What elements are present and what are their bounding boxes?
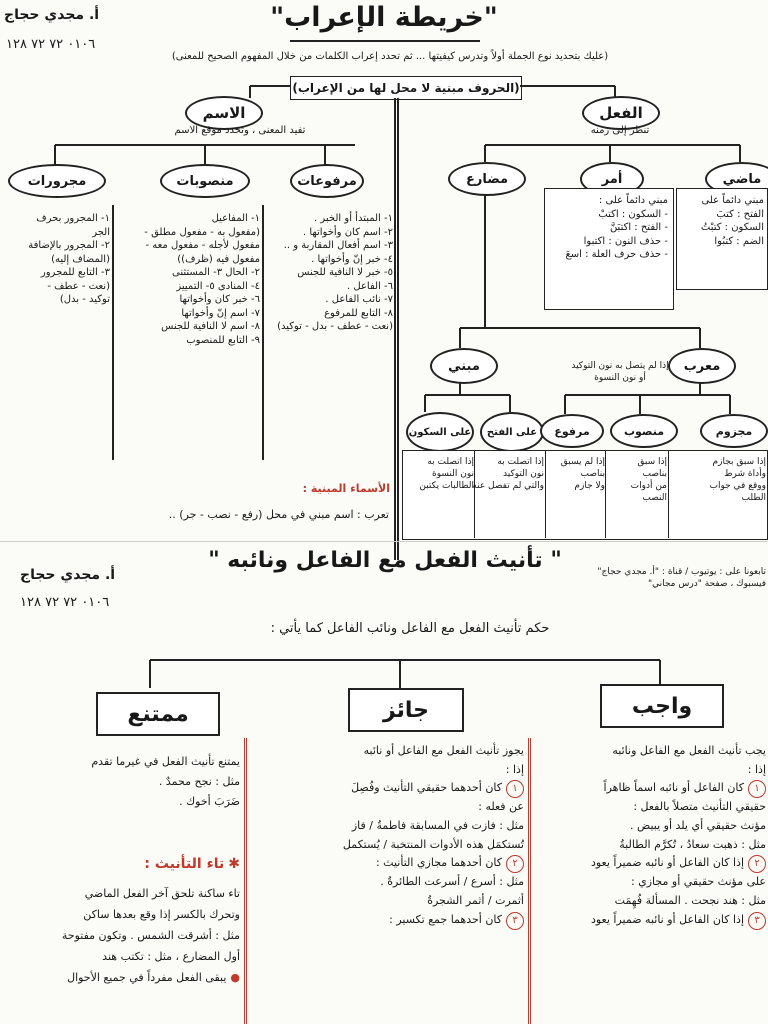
list-item: ١كان أحدهما حقيقي التأنيث وفُصِلَ	[250, 779, 524, 798]
list-item: الطالبات يكتبن	[419, 481, 474, 492]
list-item: الضم : كتبُوا	[714, 235, 764, 247]
verb-note: تنظر إلى زمنه	[590, 125, 650, 136]
list-item: إذا اتصلت به	[427, 457, 474, 467]
list-item: ٣- التابع للمجرور	[40, 267, 110, 278]
bottom-author: أ. مجدي حجاج	[20, 567, 116, 583]
madi-list	[680, 194, 764, 248]
item-text: كان أحدهما حقيقي التأنيث وفُصِلَ	[351, 781, 502, 795]
list-item: (المضاف إليه)	[51, 253, 110, 265]
list-item	[4, 968, 240, 989]
list-item: تاء ساكنة تلحق آخر الفعل الماضي	[84, 887, 240, 900]
jaiz-box	[348, 688, 464, 732]
list-item: ٧- نائب الفاعل .	[325, 294, 393, 305]
page-title: "خريطة الإعراب"	[270, 2, 498, 33]
list-item: (مفعول به - مفعول مطلق -	[144, 226, 260, 238]
ta-list	[4, 884, 240, 988]
mabni-oval	[430, 348, 498, 384]
list-item: يجب تأنيث الفعل مع الفاعل ونائبه	[612, 744, 766, 757]
majzum-oval	[700, 414, 768, 448]
item-text: يبقى الفعل مفرداً في جميع الأحوال	[67, 970, 227, 984]
mansubat-oval	[160, 164, 250, 198]
murab-note: إذا لم يتصل به نون التوكيد أو نون النسوة	[571, 361, 669, 384]
list-item: ٨- التابع للمرفوع	[324, 307, 393, 319]
list-item: نون النسوة	[432, 469, 474, 480]
list-item: مفعول فيه (ظرف))	[177, 253, 260, 265]
list-item: - الفتح : اكتبَنَّ	[609, 222, 668, 233]
madi-label: ماضي	[722, 171, 762, 187]
mudari-label: مضارع	[465, 171, 509, 187]
list-item: ٢- الحال ٣- المستثنى	[171, 267, 260, 278]
mansub-oval	[610, 414, 678, 448]
list-item: (نعت - عطف - بدل - توكيد)	[277, 321, 393, 332]
mabni-fath-label: على الفتح	[486, 426, 538, 438]
list-item: مثل : أشرقت الشمس . وتكون مفتوحة	[61, 928, 240, 942]
list-item: ٣إذا كان الفاعل أو نائبه ضميراً يعود	[534, 911, 766, 930]
list-item: - حذف النون : اكتبوا	[583, 235, 668, 247]
sub-divider	[668, 450, 669, 538]
list-item: إذا :	[505, 762, 524, 776]
list-item: من أدوات	[630, 481, 667, 492]
mabni-sukun-oval	[406, 412, 474, 452]
list-item: ٢- المجرور بالإضافة	[28, 240, 110, 251]
list-item: إذا اتصلت به	[497, 457, 544, 467]
amr-list	[548, 194, 668, 262]
col-divider-2	[112, 205, 114, 460]
list-item: بناصب	[642, 469, 667, 480]
sub-divider	[545, 450, 546, 538]
marfuat-label: مرفوعات	[297, 173, 357, 189]
item-text: كان الفاعل أو نائبه اسماً ظاهراً	[603, 781, 744, 795]
list-item: إذا سبق	[637, 457, 667, 467]
list-item: مثل : ذهبت سعادُ ، تُكرَّم الطالبةُ	[619, 837, 766, 851]
list-item: - حذف حرف العلة : اسعَ	[565, 249, 668, 260]
mumtani-box	[96, 692, 220, 736]
marfu-oval	[540, 414, 604, 448]
list-item: مؤنث حقيقي أي يلد أو يبيض .	[629, 819, 766, 833]
list-item: يمتنع تأنيث الفعل في غيرما تقدم	[91, 755, 240, 768]
murab-label: معرب	[683, 358, 721, 374]
list-item: ٤- المنادى ٥- التمييز	[176, 280, 260, 292]
list-item: مثل : أسرع / أسرعت الطائرةُ .	[380, 875, 524, 889]
ta-label: تاء التأنيث :	[144, 856, 225, 872]
list-item: توكيد - بدل)	[59, 294, 110, 305]
author-phone: ٠١٠٦ ٧٢ ٧٢ ١٢٨	[6, 37, 96, 52]
instruction-text: (عليك بتحديد نوع الجملة أولاً وتدرس كيفيتها ... ثم تحدد إعراب الكلمات من خلال المفهوم الصحيح للمعنى)	[171, 51, 609, 62]
list-item: يجوز تأنيث الفعل مع الفاعل أو نائبه	[363, 744, 524, 757]
mansubat-list	[115, 212, 260, 347]
list-item: ٩- التابع للمنصوب	[186, 334, 260, 346]
list-item: ٦- خبر كان وأخواتها	[179, 294, 260, 305]
noun-note: تفيد المعنى ، وتحدد موقع الاسم	[174, 125, 306, 136]
wajib-label: واجب	[631, 693, 693, 719]
list-item: إذا سبق بجازم	[712, 457, 766, 467]
bottom-connectors	[0, 640, 768, 690]
mudari-oval	[448, 162, 526, 196]
list-item: الجر	[92, 226, 110, 238]
majrurat-label: مجرورات	[27, 173, 87, 189]
mabni-label: مبني	[448, 358, 480, 374]
item-text: إذا كان الفاعل أو نائبه ضميراً يعود	[590, 912, 744, 926]
amr-label: أمر	[601, 171, 623, 187]
marfu-list	[547, 456, 605, 492]
dot-icon: ●	[230, 970, 240, 984]
built-nouns-label: الأسماء المبنية :	[302, 482, 390, 495]
verb-label: الفعل	[599, 104, 643, 122]
list-item: ٧- اسم إنّ وأخواتها	[181, 307, 260, 319]
list-item: ٢كان أحدهما مجازي التأنيث :	[250, 854, 524, 873]
marfu-label: مرفوع	[554, 424, 590, 438]
list-item: وتحرك بالكسر إذا وقع بعدها ساكن	[83, 907, 240, 921]
mabni-fath-list	[472, 456, 544, 492]
majrurat-oval	[8, 164, 106, 198]
list-item: مبني دائماً على	[701, 195, 764, 206]
wajib-box	[600, 684, 724, 728]
list-item: ١كان الفاعل أو نائبه اسماً ظاهراً	[534, 779, 766, 798]
ta-section-label	[4, 856, 240, 872]
intro-text: حكم تأنيث الفعل مع الفاعل ونائب الفاعل كما يأتي :	[270, 621, 550, 636]
list-item: إذا لم يسبق	[560, 457, 605, 467]
list-item: ووقع في جواب	[709, 481, 766, 492]
list-item: أول المضارع ، مثل : تكتب هند	[102, 949, 240, 963]
list-item: على مؤنث حقيقي أو مجازي :	[630, 875, 766, 889]
wajib-list	[534, 742, 766, 930]
marfuat-oval	[290, 164, 364, 198]
item-text: كان أحدهما مجازي التأنيث :	[375, 856, 502, 870]
list-item: ٢إذا كان الفاعل أو نائبه ضميراً يعود	[534, 854, 766, 873]
list-item: عن فعله :	[478, 800, 524, 814]
murab-oval	[668, 348, 736, 384]
mumtani-label: ممتنع	[127, 701, 189, 727]
list-item: ١- المبتدأ أو الخبر .	[314, 213, 393, 224]
star-icon: ✱	[228, 856, 240, 872]
list-item: ٤- خبر إنّ وأخواتها .	[311, 253, 393, 265]
list-item: مبني دائماً على :	[598, 195, 668, 206]
list-item: إذا :	[747, 762, 766, 776]
list-item: وأداة شرط	[724, 469, 766, 480]
channels	[597, 566, 766, 590]
list-item: نون التوكيد	[503, 469, 544, 480]
mansub-list	[607, 456, 667, 505]
col-divider-1	[262, 205, 264, 460]
sub-divider	[474, 450, 475, 538]
list-item: (نعت - عطف -	[47, 280, 110, 292]
list-item: بناصب	[580, 469, 605, 480]
mansub-label: منصوب	[623, 424, 665, 438]
col-divider	[244, 738, 247, 1024]
mabni-sukun-label: على السكون	[408, 426, 472, 438]
list-item: الطلب	[741, 493, 766, 504]
mabni-fath-oval	[480, 412, 544, 452]
list-item: مثل : فازت في المسابقة فاطمةُ / فاز	[351, 819, 524, 833]
list-item: تُستكمَل هذه الأدوات المنتخبة / يُستكمل	[342, 837, 524, 851]
majrurat-list	[2, 212, 110, 307]
list-item: أثمرت / أثمر الشجرةُ	[427, 894, 524, 908]
built-nouns-text: تعرب : اسم مبني في محل (رفع - نصب - جر) ..	[168, 508, 389, 521]
jaiz-list	[250, 742, 524, 930]
list-item: ١- المجرور بحرف	[36, 213, 110, 224]
list-item: مثل : نجح محمدٌ .	[158, 774, 240, 788]
list-item: ٨- اسم لا النافية للجنس	[161, 321, 260, 332]
majzum-label: مجزوم	[715, 424, 753, 438]
majzum-list	[670, 456, 766, 505]
noun-label: الاسم	[202, 104, 246, 122]
item-text: كان أحدهما جمع تكسير :	[389, 912, 502, 926]
sub-divider	[605, 450, 606, 538]
list-item: ٦- الفاعل .	[347, 280, 393, 292]
list-item: السكون : كتبْتُ	[700, 222, 764, 233]
channel-youtube: تابعونا على : يوتيوب / قناة : "أ. مجدي حجاج"	[597, 567, 766, 577]
list-item: النصب	[642, 493, 667, 504]
list-item: ٣كان أحدهما جمع تكسير :	[250, 911, 524, 930]
list-item: ١- المفاعيل	[211, 213, 260, 224]
list-item: ٥- خبر لا النافية للجنس	[297, 267, 393, 278]
mabni-sukun-list	[404, 456, 474, 492]
list-item: ضَرَبَ أخوك .	[179, 794, 240, 808]
list-item: ٣- اسم أفعال المقاربة و ..	[283, 240, 393, 251]
list-item: الفتح : كتبَ	[716, 208, 764, 220]
author-name: أ. مجدي حجاج	[4, 7, 100, 23]
marfuat-list	[265, 212, 393, 334]
mumtani-list	[4, 752, 240, 811]
page-split	[0, 541, 768, 542]
item-text: إذا كان الفاعل أو نائبه ضميراً يعود	[590, 856, 744, 870]
list-item: مفعول لأجله - مفعول معه -	[145, 240, 260, 251]
list-item: ولا جازم	[574, 481, 605, 492]
mansubat-label: منصوبات	[176, 173, 234, 189]
list-item: حقيقي التأنيث متصلاً بالفعل :	[633, 800, 766, 814]
list-item: ٢- اسم كان وأخواتها .	[302, 226, 393, 238]
list-item: والتي لم تفصل عنه	[472, 481, 544, 492]
jaiz-label: جائز	[382, 697, 430, 723]
channel-facebook: فيسبوك ، صفحة "درس مجاني"	[647, 579, 766, 590]
list-item: مثل : هند نجحت . المسألة فُهِمَت	[614, 894, 766, 908]
bottom-title: " تأنيث الفعل مع الفاعل ونائبه "	[208, 548, 562, 573]
col-divider	[528, 738, 531, 1024]
particles-note-text: (الحروف مبنية لا محل لها من الإعراب)	[292, 81, 520, 95]
bottom-phone: ٠١٠٦ ٧٢ ٧٢ ١٢٨	[20, 595, 110, 610]
list-item: - السكون : اكتبْ	[598, 208, 668, 220]
